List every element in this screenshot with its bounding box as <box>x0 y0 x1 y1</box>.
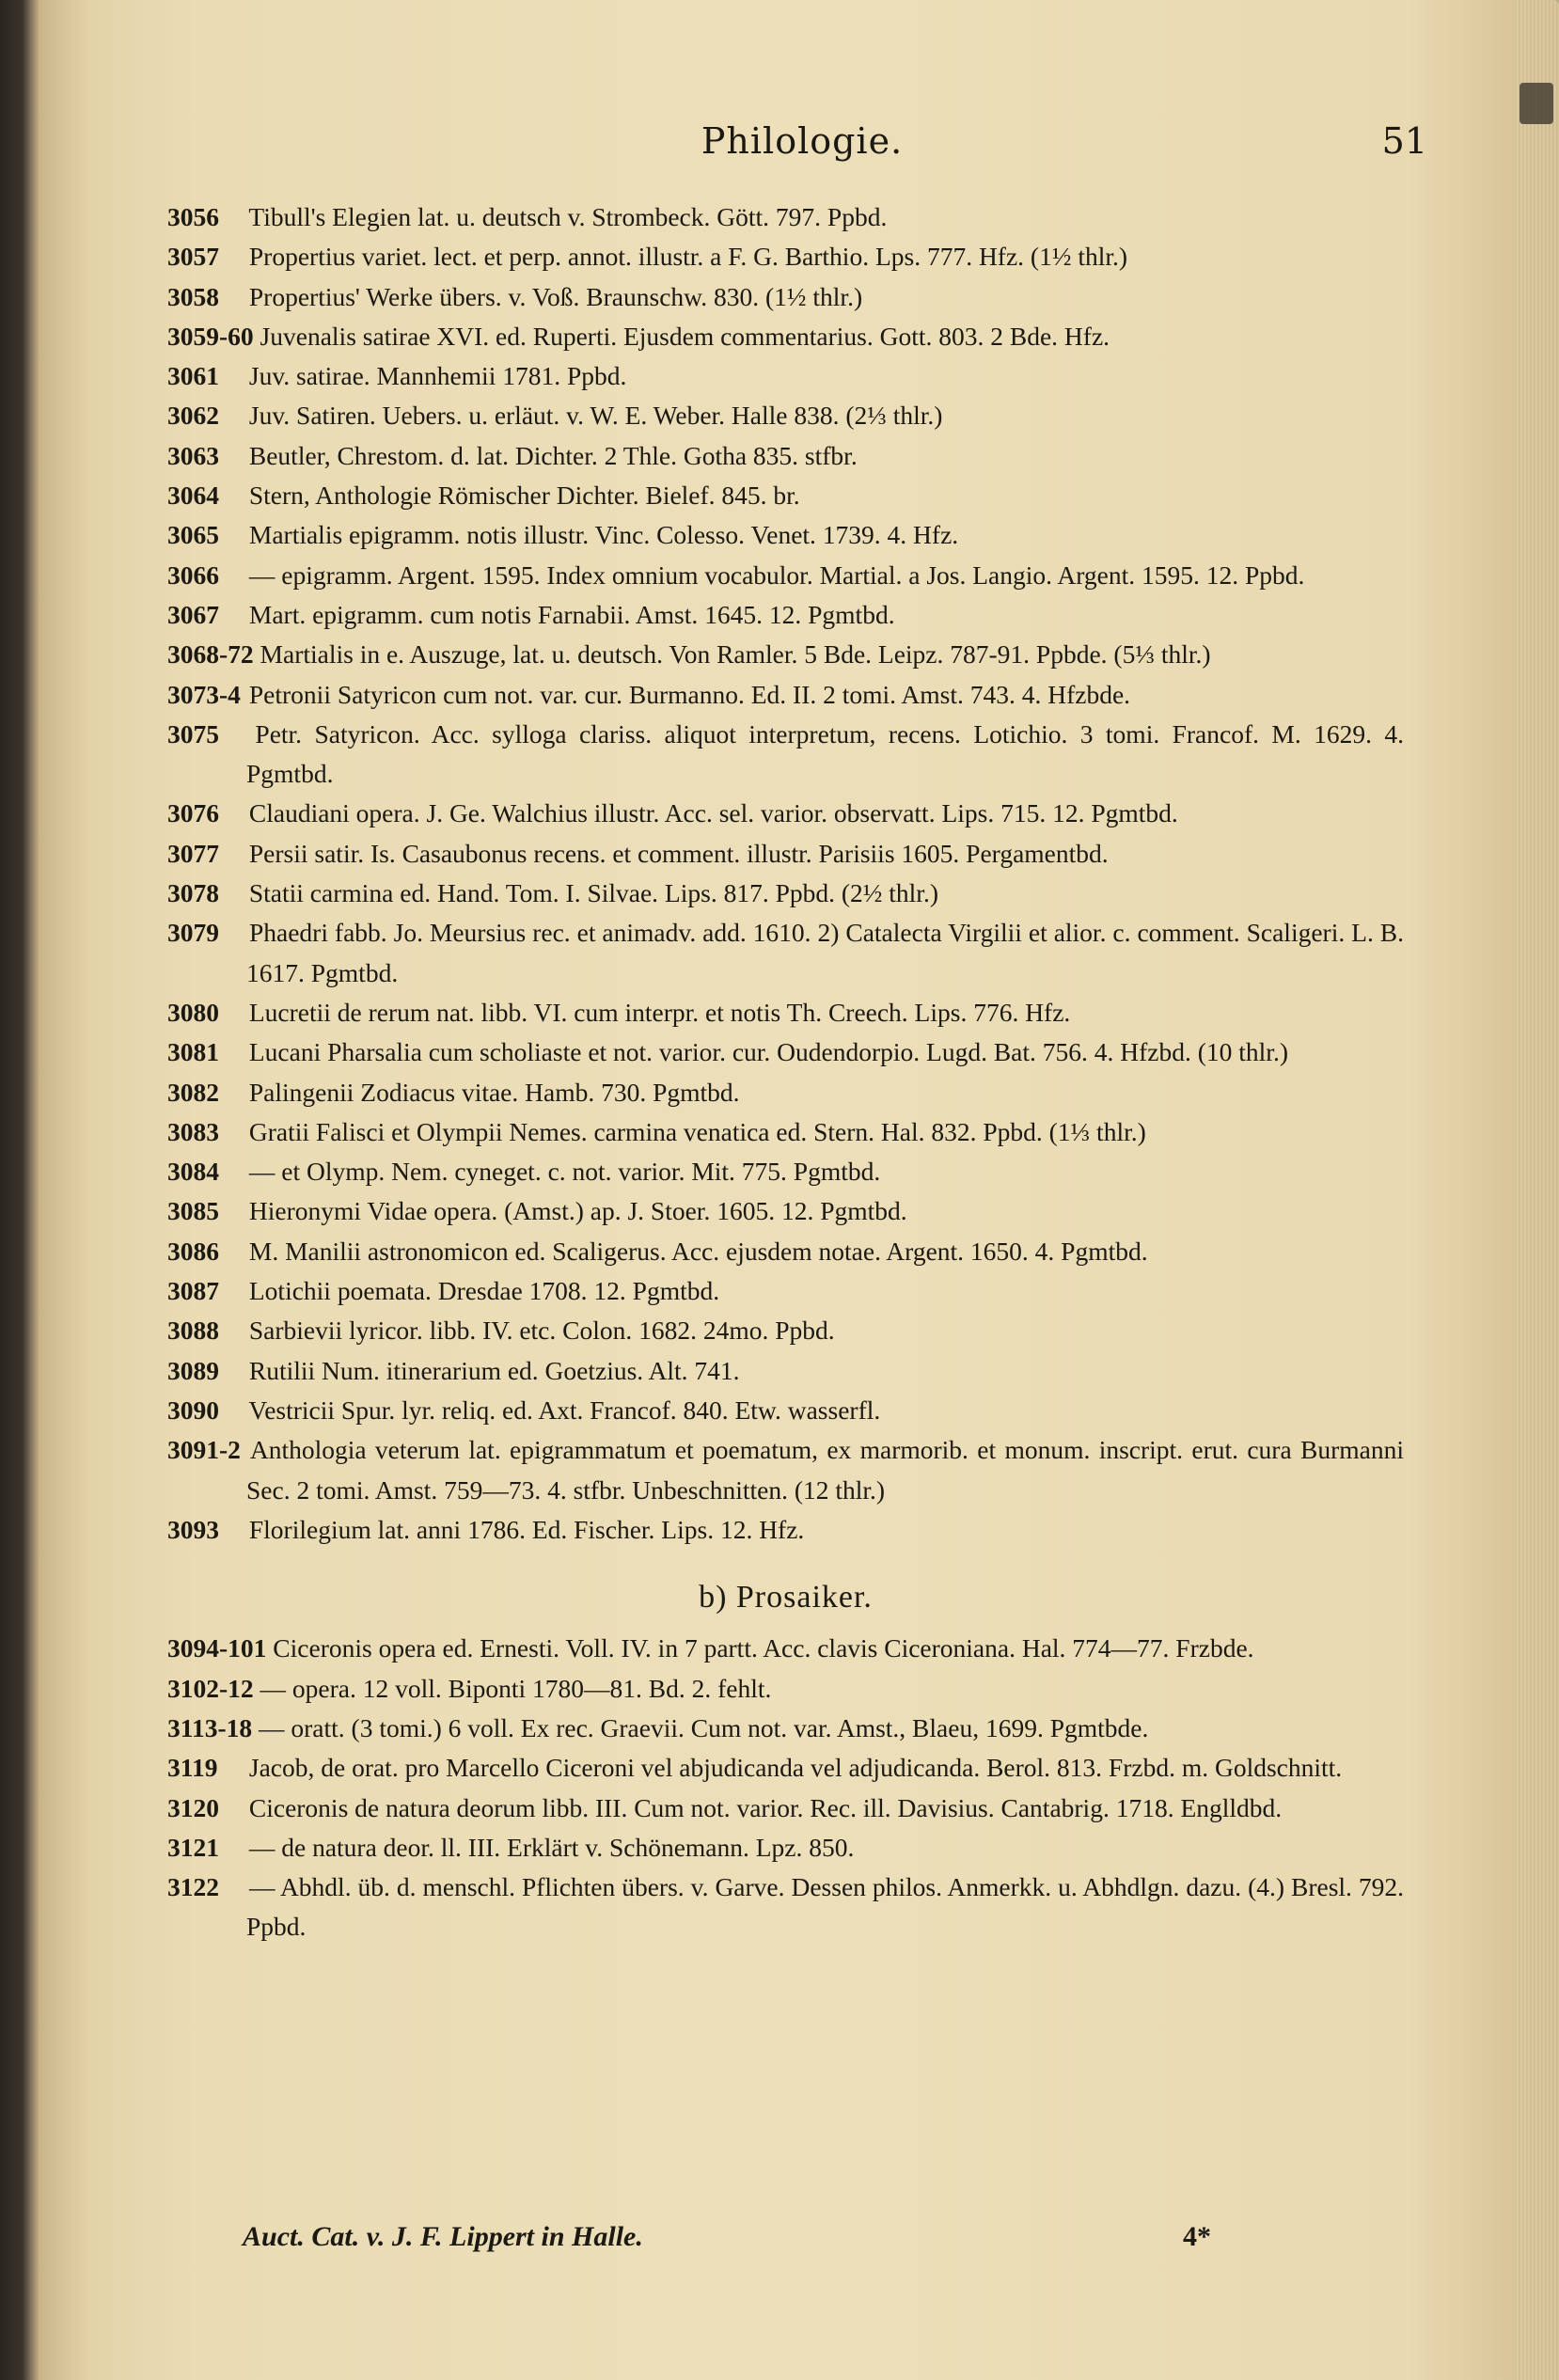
entry-text: Persii satir. Is. Casaubonus recens. et comment. illustr. Parisiis 1605. Pergamentbd. <box>248 838 1109 868</box>
entry-number: 3094-101 <box>167 1633 267 1663</box>
catalogue-entry <box>167 1629 1404 1668</box>
entry-text: Propertius' Werke übers. v. Voß. Braunschw. 830. (1½ thlr.) <box>248 281 863 311</box>
catalogue-entry <box>167 515 1404 555</box>
entry-number: 3083 <box>167 1116 219 1146</box>
catalogue-entry <box>167 595 1404 635</box>
catalogue-entry <box>167 1828 1404 1868</box>
catalogue-entry <box>167 1191 1404 1231</box>
entry-text: M. Manilii astronomicon ed. Scaligerus. Acc. ejusdem notae. Argent. 1650. 4. Pgmtbd. <box>248 1236 1148 1266</box>
catalogue-entry <box>167 396 1404 435</box>
entry-number: 3061 <box>167 361 219 391</box>
entry-number: 3076 <box>167 798 219 828</box>
entry-number: 3087 <box>167 1276 219 1306</box>
entry-number: 3086 <box>167 1236 219 1266</box>
page-number: 51 <box>1381 120 1427 162</box>
entry-number: 3090 <box>167 1395 219 1425</box>
catalogue-entry <box>167 1112 1404 1152</box>
catalogue-entry <box>167 675 1404 715</box>
entry-text: Lucani Pharsalia cum scholiaste et not. varior. cur. Oudendorpio. Lugd. Bat. 756. 4. Hfzbd. (10 thlr.) <box>248 1037 1288 1067</box>
catalogue-entry <box>167 197 1404 237</box>
catalogue-entry <box>167 1152 1404 1191</box>
entry-number: 3113-18 <box>167 1712 253 1742</box>
catalogue-entry <box>167 1032 1404 1072</box>
page-footer <box>243 2221 1409 2253</box>
entry-number: 3062 <box>167 401 219 431</box>
catalogue-entry <box>167 436 1404 476</box>
entry-number: 3089 <box>167 1355 219 1385</box>
page-header <box>45 120 1559 177</box>
catalogue-entry <box>167 1351 1404 1391</box>
catalogue-entry <box>167 1868 1404 1947</box>
entry-text: — et Olymp. Nem. cyneget. c. not. varior. Mit. 775. Pgmtbd. <box>248 1157 881 1187</box>
catalogue-entry <box>167 635 1404 674</box>
running-title: Philologie. <box>701 120 904 162</box>
entry-number: 3102-12 <box>167 1673 254 1703</box>
section-heading: b) Prosaiker. <box>699 1580 873 1616</box>
catalogue-entry <box>167 993 1404 1032</box>
entry-text: Jacob, de orat. pro Marcello Ciceroni vel abjudicanda vel adjudicanda. Berol. 813. Frzbd. m. Goldschnitt. <box>248 1753 1343 1783</box>
page-tab <box>1520 83 1553 124</box>
entry-number: 3067 <box>167 599 219 629</box>
entry-text: Ciceronis opera ed. Ernesti. Voll. IV. in 7 partt. Acc. clavis Ciceroniana. Hal. 774—77. Frzbde. <box>273 1633 1254 1663</box>
catalogue-entry <box>167 1669 1404 1709</box>
signature-mark: 4* <box>1183 2221 1211 2252</box>
catalogue-entry <box>167 356 1404 396</box>
entry-number: 3093 <box>167 1514 219 1544</box>
entry-text: Petronii Satyricon cum not. var. cur. Burmanno. Ed. II. 2 tomi. Amst. 743. 4. Hfzbde. <box>248 679 1131 709</box>
entry-number: 3079 <box>167 918 219 948</box>
entry-text: Martialis epigramm. notis illustr. Vinc. Colesso. Venet. 1739. 4. Hfz. <box>248 520 959 550</box>
entry-text: Palingenii Zodiacus vitae. Hamb. 730. Pgmtbd. <box>248 1077 740 1107</box>
entry-text: — oratt. (3 tomi.) 6 voll. Ex rec. Graevii. Cum not. var. Amst., Blaeu, 1699. Pgmtbde. <box>259 1712 1149 1742</box>
catalogue-entry <box>167 1709 1404 1748</box>
entry-text: Vestricii Spur. lyr. reliq. ed. Axt. Francof. 840. Etw. wasserfl. <box>248 1395 881 1425</box>
entry-number: 3082 <box>167 1077 219 1107</box>
entry-text: Petr. Satyricon. Acc. sylloga clariss. aliquot interpretum, recens. Lotichio. 3 tomi. Francof. M. 1629. 4. Pgmtbd. <box>246 718 1405 789</box>
entry-number: 3075 <box>167 718 219 749</box>
entry-number: 3064 <box>167 481 219 511</box>
catalogue-body <box>167 197 1404 1947</box>
entry-number: 3068-72 <box>167 639 254 670</box>
page-edge <box>1516 0 1559 2380</box>
catalogue-entry <box>167 277 1404 317</box>
catalogue-entry <box>167 237 1404 276</box>
entry-text: Juv. Satiren. Uebers. u. erläut. v. W. E. Weber. Halle 838. (2⅓ thlr.) <box>248 401 943 431</box>
catalogue-entry <box>167 556 1404 595</box>
catalogue-entry <box>167 1789 1404 1828</box>
entry-number: 3073-4 <box>167 679 241 709</box>
entry-number: 3059-60 <box>167 321 254 351</box>
entries-verse <box>167 197 1404 1550</box>
entry-number: 3121 <box>167 1832 219 1862</box>
entry-text: Stern, Anthologie Römischer Dichter. Bielef. 845. br. <box>248 481 800 511</box>
entry-text: — opera. 12 voll. Biponti 1780—81. Bd. 2. fehlt. <box>260 1673 772 1703</box>
catalogue-entry <box>167 874 1404 913</box>
catalogue-entry <box>167 834 1404 874</box>
catalogue-entry <box>167 1271 1404 1311</box>
catalogue-entry <box>167 1391 1404 1430</box>
entry-number: 3080 <box>167 997 219 1027</box>
catalogue-entry <box>167 1748 1404 1788</box>
entry-number: 3122 <box>167 1872 219 1902</box>
catalogue-entry <box>167 1510 1404 1550</box>
entry-text: — Abhdl. üb. d. menschl. Pflichten übers. v. Garve. Dessen philos. Anmerkk. u. Abhdlgn. dazu. (4.) Bresl. 792. Ppbd. <box>246 1872 1405 1942</box>
entries-prose <box>167 1629 1404 1947</box>
entry-text: — de natura deor. ll. III. Erklärt v. Schönemann. Lpz. 850. <box>248 1832 855 1862</box>
catalogue-entry <box>167 715 1404 795</box>
entry-text: Anthologia veterum lat. epigrammatum et poematum, ex marmorib. et monum. inscript. erut. cura Burmanni Sec. 2 tomi. Amst. 759—73. 4. stfbr. Unbeschnitten. (12 thlr.) <box>246 1435 1404 1505</box>
catalogue-entry <box>167 317 1404 356</box>
entry-number: 3120 <box>167 1792 219 1822</box>
entry-number: 3084 <box>167 1157 219 1187</box>
entry-text: Sarbievii lyricor. libb. IV. etc. Colon. 1682. 24mo. Ppbd. <box>248 1316 835 1346</box>
entry-number: 3085 <box>167 1196 219 1226</box>
catalogue-entry <box>167 913 1404 993</box>
entry-text: Propertius variet. lect. et perp. annot. illustr. a F. G. Barthio. Lps. 777. Hfz. (1½ thlr.) <box>248 242 1128 272</box>
entry-number: 3081 <box>167 1037 219 1067</box>
entry-text: Lucretii de rerum nat. libb. VI. cum interpr. et notis Th. Creech. Lips. 776. Hfz. <box>248 997 1071 1027</box>
entry-number: 3065 <box>167 520 219 550</box>
entry-text: — epigramm. Argent. 1595. Index omnium vocabulor. Martial. a Jos. Langio. Argent. 1595. 12. Ppbd. <box>248 560 1305 590</box>
entry-number: 3066 <box>167 560 219 590</box>
entry-text: Tibull's Elegien lat. u. deutsch v. Strombeck. Gött. 797. Ppbd. <box>248 202 888 231</box>
entry-number: 3091-2 <box>167 1435 241 1465</box>
footer-imprint: Auct. Cat. v. J. F. Lippert in Halle. <box>243 2221 643 2252</box>
entry-text: Gratii Falisci et Olympii Nemes. carmina venatica ed. Stern. Hal. 832. Ppbd. (1⅓ thlr.) <box>248 1116 1146 1146</box>
entry-text: Ciceronis de natura deorum libb. III. Cum not. varior. Rec. ill. Davisius. Cantabrig. 1718. Englldbd. <box>248 1792 1283 1822</box>
catalogue-entry <box>167 794 1404 833</box>
entry-number: 3057 <box>167 242 219 272</box>
catalogue-page <box>45 0 1559 2380</box>
entry-text: Statii carmina ed. Hand. Tom. I. Silvae. Lips. 817. Ppbd. (2½ thlr.) <box>248 878 938 908</box>
entry-text: Hieronymi Vidae opera. (Amst.) ap. J. Stoer. 1605. 12. Pgmtbd. <box>248 1196 907 1226</box>
catalogue-entry <box>167 476 1404 515</box>
entry-number: 3078 <box>167 878 219 908</box>
entry-number: 3119 <box>167 1753 218 1783</box>
entry-number: 3077 <box>167 838 219 868</box>
entry-text: Rutilii Num. itinerarium ed. Goetzius. Alt. 741. <box>248 1355 740 1385</box>
entry-text: Claudiani opera. J. Ge. Walchius illustr. Acc. sel. varior. observatt. Lips. 715. 12. Pgmtbd. <box>248 798 1178 828</box>
entry-text: Juv. satirae. Mannhemii 1781. Ppbd. <box>248 361 627 391</box>
entry-text: Florilegium lat. anni 1786. Ed. Fischer. Lips. 12. Hfz. <box>248 1514 805 1544</box>
entry-text: Lotichii poemata. Dresdae 1708. 12. Pgmtbd. <box>248 1276 720 1306</box>
entry-text: Martialis in e. Auszuge, lat. u. deutsch. Von Ramler. 5 Bde. Leipz. 787-91. Ppbde. (5⅓ thlr.) <box>260 639 1211 670</box>
entry-number: 3063 <box>167 440 219 470</box>
catalogue-entry <box>167 1232 1404 1271</box>
entry-number: 3056 <box>167 202 219 231</box>
catalogue-entry <box>167 1311 1404 1350</box>
entry-text: Mart. epigramm. cum notis Farnabii. Amst. 1645. 12. Pgmtbd. <box>248 599 895 629</box>
entry-number: 3058 <box>167 281 219 311</box>
entry-number: 3088 <box>167 1316 219 1346</box>
entry-text: Juvenalis satirae XVI. ed. Ruperti. Ejusdem commentarius. Gott. 803. 2 Bde. Hfz. <box>260 321 1110 351</box>
entry-text: Beutler, Chrestom. d. lat. Dichter. 2 Thle. Gotha 835. stfbr. <box>248 440 858 470</box>
catalogue-entry <box>167 1073 1404 1112</box>
entry-text: Phaedri fabb. Jo. Meursius rec. et animadv. add. 1610. 2) Catalecta Virgilii et alior. c. comment. Scaligeri. L. B. 1617. Pgmtbd. <box>246 918 1405 987</box>
catalogue-entry <box>167 1430 1404 1510</box>
